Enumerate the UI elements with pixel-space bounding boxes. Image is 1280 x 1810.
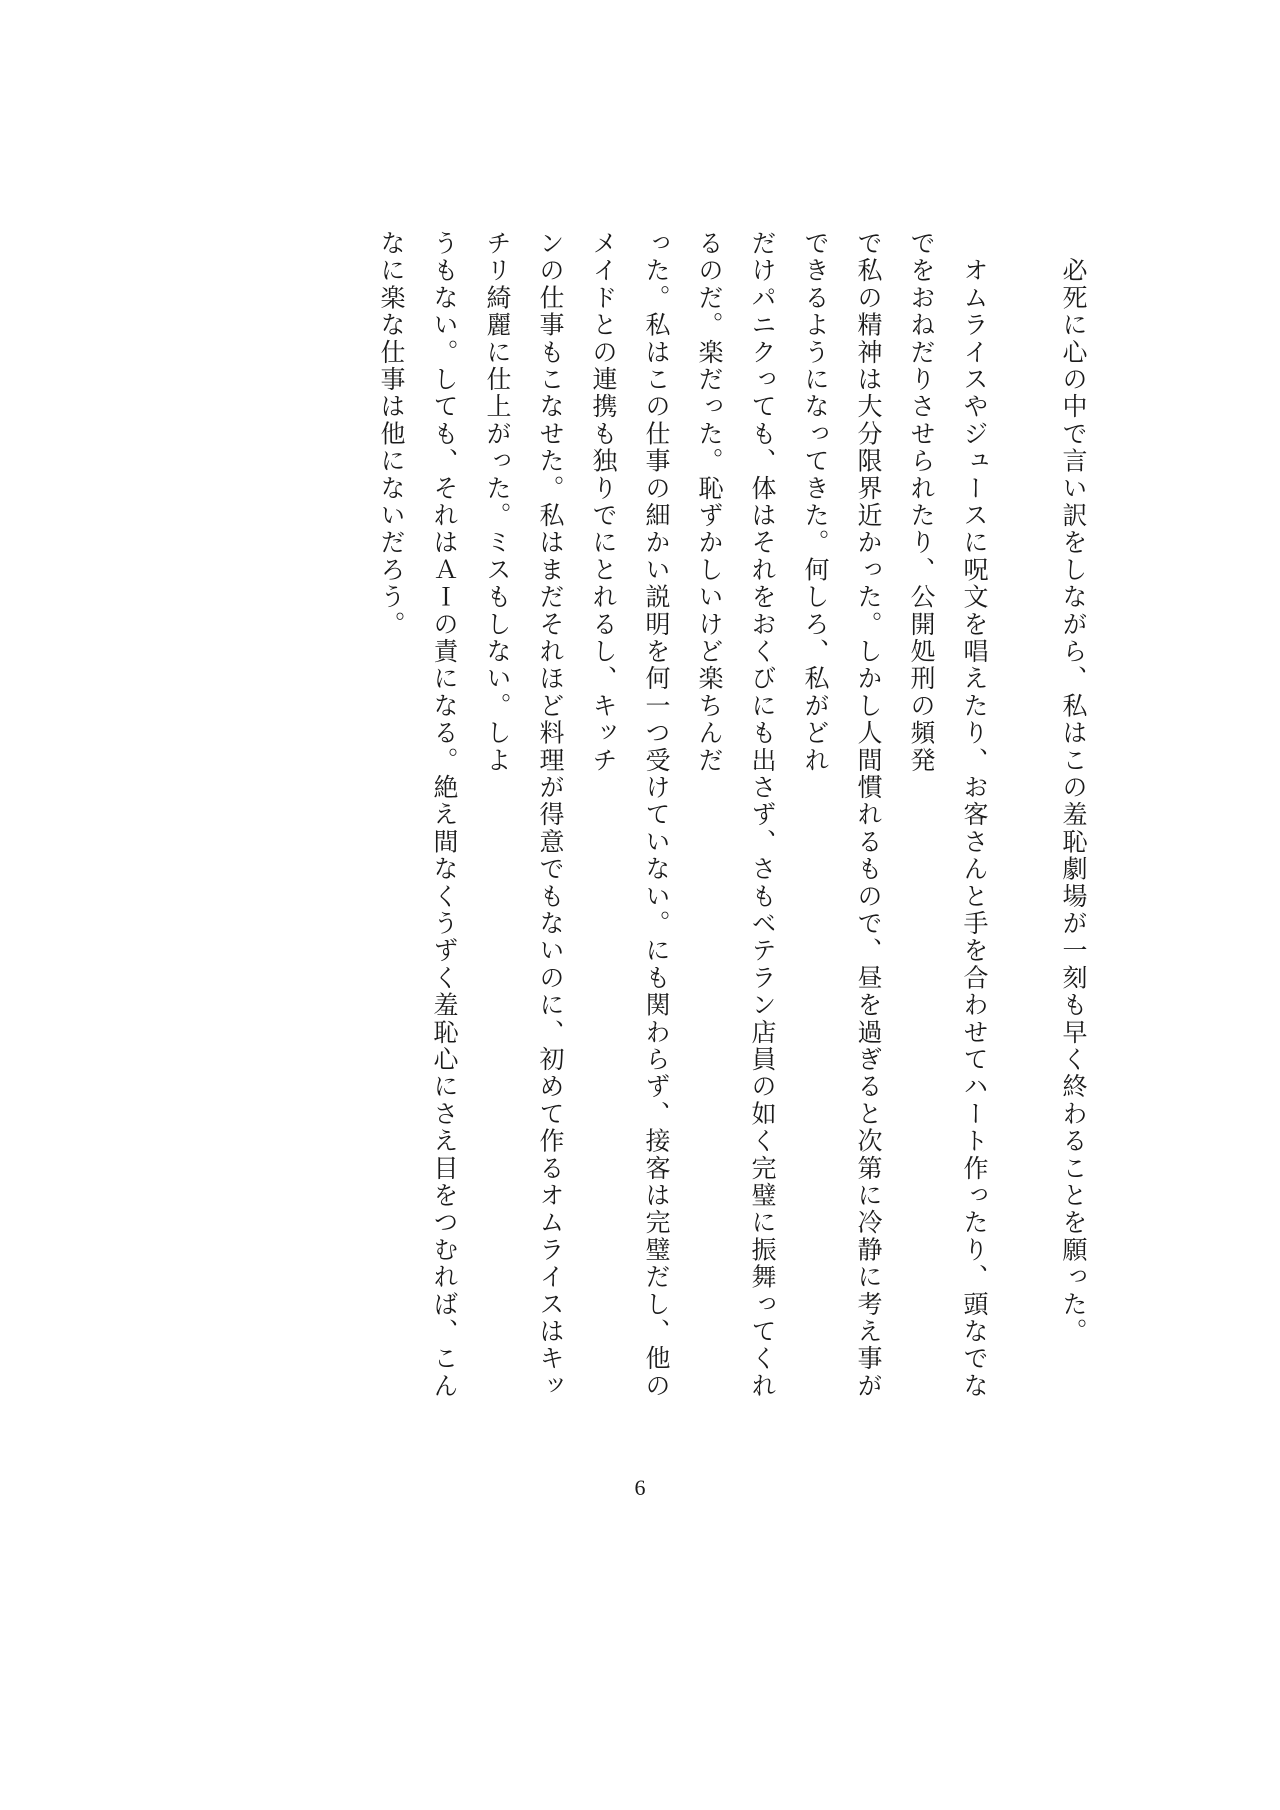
text-line: オムライスやジュースに呪文を唱えたり、お客さんと手を合わせてハート作ったり、頭なでなでをおねだりさせられたり、公開処刑の頻発 <box>907 230 989 1400</box>
body-text <box>110 230 1100 1410</box>
text-line: だけパニクっても、体はそれをおくびにも出さず、さもベテラン店員の如く完璧に振舞ってくれるのだ。楽だった。恥ずかしいけど楽ちんだ <box>695 230 777 1400</box>
page-number: 6 <box>634 1475 646 1500</box>
text-line: うもない。しても、それはＡＩの責になる。絶え間なくうずく羞恥心にさえ目をつむれば、こんなに楽な仕事は他にないだろう。 <box>377 230 459 1400</box>
text-line: で私の精神は大分限界近かった。しかし人間慣れるもので、昼を過ぎると次第に冷静に考え事ができるようになってきた。何しろ、私がどれ <box>801 230 883 1400</box>
text-line: った。私はこの仕事の細かい説明を何一つ受けていない。にも関わらず、接客は完璧だし、他のメイドとの連携も独りでにとれるし、キッチ <box>589 230 671 1400</box>
text-line: 必死に心の中で言い訳をしながら、私はこの羞恥劇場が一刻も早く終わることを願った。 <box>1059 230 1088 1346</box>
text-line: ンの仕事もこなせた。私はまだそれほど料理が得意でもないのに、初めて作るオムライスはキッチリ綺麗に仕上がった。ミスもしない。しよ <box>483 230 565 1400</box>
